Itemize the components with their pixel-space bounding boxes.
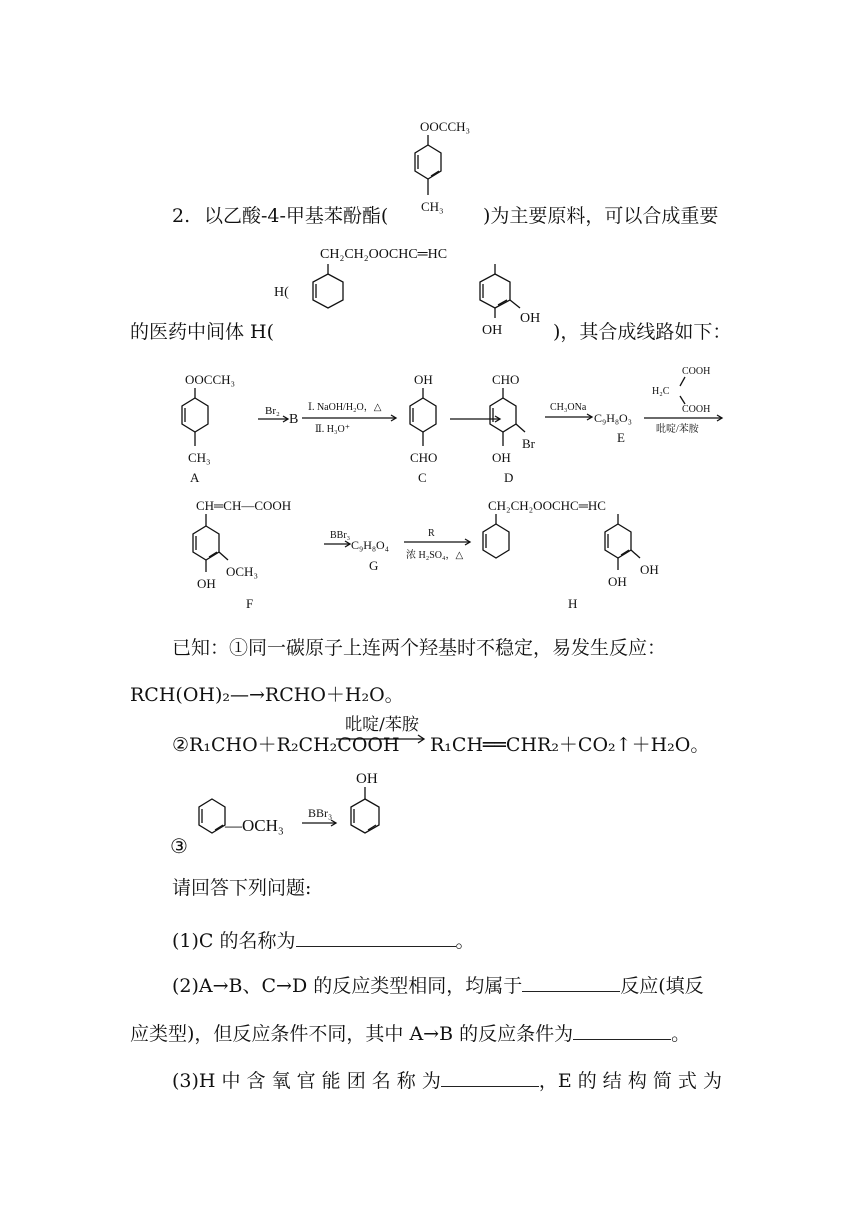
scheme-row-2 bbox=[170, 492, 740, 617]
question-1-end: 。 bbox=[455, 930, 475, 952]
label-g: G bbox=[369, 558, 379, 573]
svg-text:BBr₃: BBr₃ bbox=[330, 530, 351, 541]
svg-text:OH: OH bbox=[640, 562, 659, 577]
formula-e: C₉H₈O₃ bbox=[594, 411, 632, 425]
label-e: E bbox=[617, 430, 625, 445]
svg-text:CHO: CHO bbox=[492, 372, 520, 387]
svg-text:CH₃: CH₃ bbox=[188, 450, 211, 465]
question-2-text-a: (2)A→B、C→D 的反应类型相同，均属于 bbox=[172, 975, 523, 997]
label-f: F bbox=[246, 596, 254, 611]
problem-intro-c: 的医药中间体 H( bbox=[130, 321, 275, 343]
svg-text:OH: OH bbox=[608, 574, 627, 589]
question-2-text-c: 应类型)，但反应条件不同，其中 A→B 的反应条件为 bbox=[130, 1023, 574, 1045]
label-c: C bbox=[418, 470, 427, 485]
svg-text:Ⅰ. NaOH/H₂O，△: Ⅰ. NaOH/H₂O，△ bbox=[308, 402, 382, 413]
svg-text:COOH: COOH bbox=[682, 404, 711, 415]
answer-blank-2b[interactable] bbox=[573, 1021, 671, 1040]
svg-text:Br₂: Br₂ bbox=[265, 405, 280, 417]
svg-text:OOCCH₃: OOCCH₃ bbox=[420, 119, 471, 134]
label-d: D bbox=[504, 470, 514, 485]
problem-intro-a: 以乙酸-4-甲基苯酚酯( bbox=[204, 205, 389, 227]
question-3-text-b: ，E 的 结 构 简 式 为 bbox=[538, 1070, 722, 1092]
svg-text:浓 H₂SO₄，△: 浓 H₂SO₄，△ bbox=[406, 550, 464, 561]
question-1 bbox=[172, 928, 475, 953]
svg-text:OH: OH bbox=[482, 323, 503, 338]
known-reaction-2-condition: 吡啶/苯胺 bbox=[345, 715, 419, 735]
svg-text:OH: OH bbox=[492, 450, 511, 465]
known-reaction-2-right: R₁CH══CHR₂＋CO₂↑＋H₂O。 bbox=[430, 734, 710, 756]
label-h: H bbox=[568, 596, 578, 611]
svg-text:—OCH₃: —OCH₃ bbox=[225, 816, 284, 835]
scheme-row-1 bbox=[170, 362, 740, 492]
known-reaction-2-left: ②R₁CHO＋R₂CH₂COOH bbox=[172, 734, 400, 756]
svg-text:OCH₃: OCH₃ bbox=[226, 564, 258, 579]
problem-intro-d: )，其合成线路如下： bbox=[553, 321, 732, 343]
svg-text:BBr₃: BBr₃ bbox=[308, 806, 333, 820]
svg-text:H₂C: H₂C bbox=[652, 386, 670, 397]
svg-text:R: R bbox=[428, 528, 435, 539]
formula-g: C₉H₈O₄ bbox=[351, 538, 389, 552]
svg-text:OH: OH bbox=[414, 372, 433, 387]
svg-text:吡啶/苯胺: 吡啶/苯胺 bbox=[656, 424, 699, 435]
svg-text:Br: Br bbox=[522, 436, 535, 451]
question-1-text: (1)C 的名称为 bbox=[172, 930, 296, 952]
svg-text:H(: H( bbox=[274, 285, 289, 300]
svg-text:OH: OH bbox=[520, 311, 541, 326]
question-2-text-b: 反应(填反 bbox=[620, 975, 704, 997]
label-a: A bbox=[190, 470, 200, 485]
svg-text:CHO: CHO bbox=[410, 450, 438, 465]
question-3-text-a: (3)H 中 含 氧 官 能 团 名 称 为 bbox=[172, 1070, 441, 1092]
svg-text:CH₃ONa: CH₃ONa bbox=[550, 402, 587, 413]
svg-text:CH₂CH₂OOCHC═HC: CH₂CH₂OOCHC═HC bbox=[320, 247, 448, 262]
svg-text:OH: OH bbox=[356, 771, 378, 787]
svg-text:Ⅱ. H₃O⁺: Ⅱ. H₃O⁺ bbox=[315, 424, 351, 435]
question-3 bbox=[172, 1068, 722, 1093]
questions-prompt: 请回答下列问题: bbox=[172, 877, 312, 899]
known-reaction-2-arrow bbox=[336, 716, 428, 746]
svg-text:CH₂CH₂OOCHC═HC: CH₂CH₂OOCHC═HC bbox=[488, 498, 606, 513]
question-2-end: 。 bbox=[671, 1023, 691, 1045]
svg-text:OH: OH bbox=[197, 576, 216, 591]
svg-text:OOCCH₃: OOCCH₃ bbox=[185, 372, 236, 387]
svg-text:B: B bbox=[289, 412, 299, 427]
svg-text:③: ③ bbox=[170, 836, 188, 858]
problem-number: 2. bbox=[172, 205, 191, 227]
svg-text:CH₃: CH₃ bbox=[421, 199, 444, 214]
answer-blank-1[interactable] bbox=[296, 928, 456, 947]
known-head: 已知：①同一碳原子上连两个羟基时不稳定，易发生反应： bbox=[172, 637, 667, 659]
top-structure-ooccch3 bbox=[395, 115, 485, 225]
answer-blank-2a[interactable] bbox=[522, 973, 620, 992]
intro-structure-h bbox=[270, 236, 560, 346]
question-2-cont bbox=[130, 1021, 690, 1046]
answer-blank-3a[interactable] bbox=[441, 1068, 539, 1087]
svg-text:CH═CH—COOH: CH═CH—COOH bbox=[196, 498, 292, 513]
svg-text:COOH: COOH bbox=[682, 366, 711, 377]
known-reaction-1: RCH(OH)₂—→RCHO＋H₂O。 bbox=[130, 684, 404, 706]
question-2 bbox=[172, 973, 704, 998]
known-item-3 bbox=[168, 765, 408, 860]
problem-intro-b: )为主要原料，可以合成重要 bbox=[483, 205, 719, 227]
